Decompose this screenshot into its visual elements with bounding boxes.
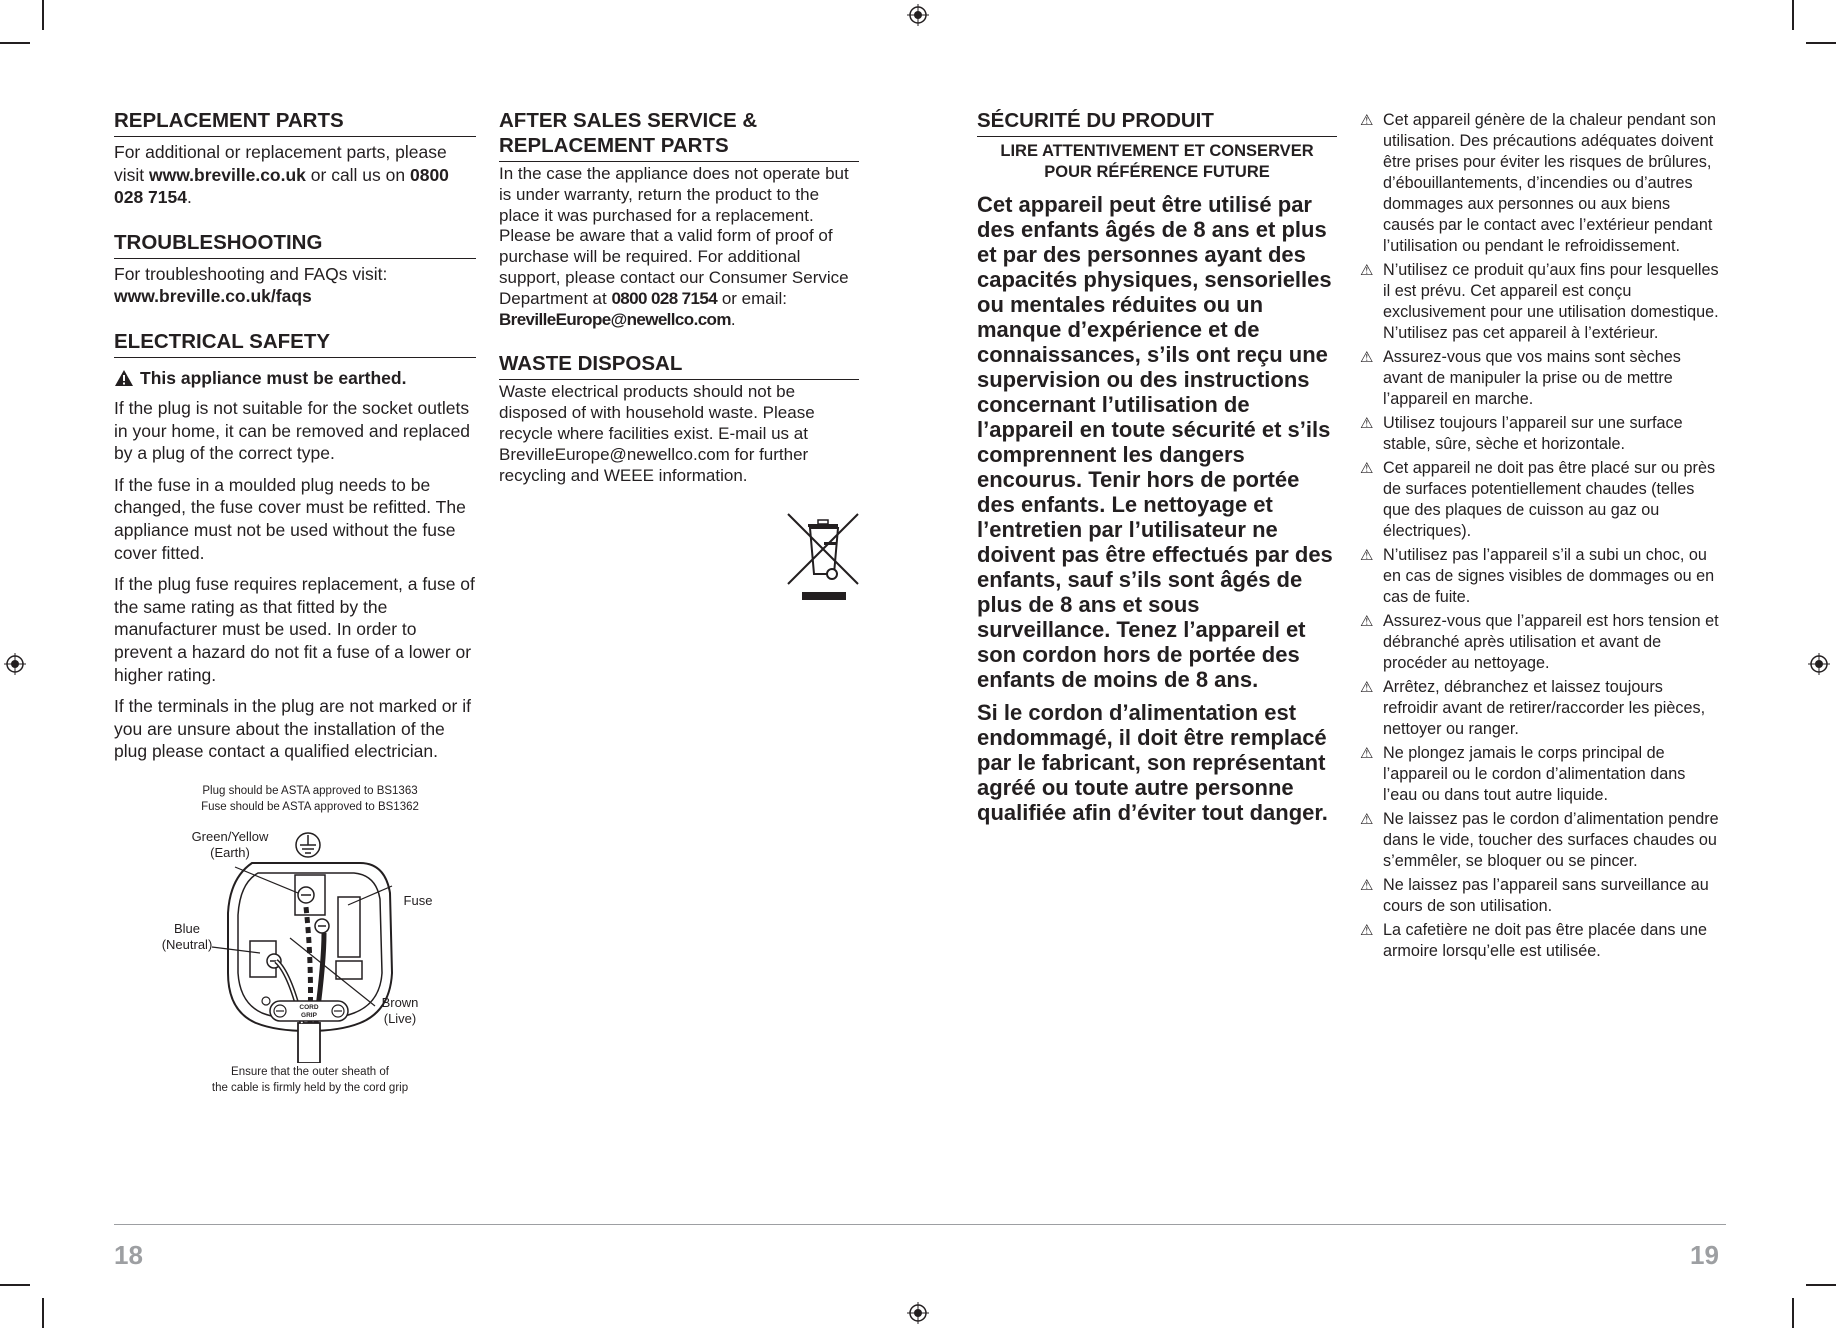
left-column — [114, 108, 476, 763]
list-item-text: La cafetière ne doit pas être placée dans une armoire lorsqu’elle est utilisée. — [1383, 921, 1707, 960]
body-text: or email: — [717, 288, 788, 308]
body-text: or call us on — [305, 164, 410, 185]
list-item-text: Ne laissez pas l’appareil sans surveillance au cours de son utilisation. — [1383, 876, 1709, 915]
crop-mark — [42, 0, 44, 30]
cord-warning: Si le cordon d’alimentation est endommagé, il doit être remplacé par le fabricant, son représentant agréé ou toute autre personne qualifiée afin d’éviter tout danger. — [977, 700, 1328, 825]
warning-triangle-icon — [114, 369, 134, 387]
website-link[interactable]: www.breville.co.uk — [149, 164, 306, 185]
fuse-label — [388, 893, 448, 909]
footer-rule — [114, 1224, 1726, 1225]
warning-triangle-icon: ⚠ — [1360, 811, 1374, 828]
caption-line: Plug should be ASTA approved to BS1363 — [202, 785, 418, 797]
section-heading: REPLACEMENT PARTS — [114, 108, 476, 137]
electrical-paragraph: If the terminals in the plug are not marked or if you are unsure about the installation of the plug please contact a qualified electrician. — [114, 696, 471, 762]
list-item-text: N’utilisez pas l’appareil s’il a subi un choc, ou en cas de signes visibles de dommages ou en cas de fuite. — [1383, 546, 1715, 606]
diagram-label-text: Blue — [173, 921, 201, 936]
waste-disposal-text: Waste electrical products should not be disposed of with household waste. Please recycle where facilities exist. E-mail us at BrevilleEurope@newellco.com for further recycling and WEEE information. — [499, 382, 815, 485]
registration-mark-icon — [4, 653, 26, 675]
crop-mark — [42, 1298, 44, 1328]
caption-line: Ensure that the outer sheath of — [231, 1066, 389, 1078]
list-item — [1360, 677, 1722, 740]
list-item — [1360, 809, 1722, 872]
list-item — [1360, 611, 1722, 674]
replacement-parts-text — [114, 141, 476, 209]
section-heading: AFTER SALES SERVICE & REPLACEMENT PARTS — [499, 108, 859, 162]
list-item — [1360, 920, 1722, 962]
diagram-label-text: Fuse — [403, 893, 433, 908]
children-warning: Cet appareil peut être utilisé par des enfants âgés de 8 ans et plus et par des personnes ayant des capacités physiques, sensorielles ou mentales réduites ou un manque d’expérience et de connaissances, s’ils ont reçu une supervision ou des instructions concernant l’utilisation de l’appareil en toute sécurité et s’ils comprennent les dangers encourus. Tenir hors de portée des enfants. Le nettoyage et l’entretien par l’utilisateur ne doivent pas être effectués par des enfants, sauf s’ils sont âgés de plus de 8 ans et sous surveillance. Tenez l’appareil et son cordon hors de portée des enfants de moins de 8 ans. — [977, 192, 1333, 692]
body-text: For additional or replacement parts, please visit — [114, 142, 447, 185]
electrical-paragraph: If the plug is not suitable for the socket outlets in your home, it can be removed and replaced by a plug of the correct type. — [114, 397, 471, 464]
section-heading: WASTE DISPOSAL — [499, 351, 859, 380]
registration-mark-icon — [907, 4, 929, 26]
warning-triangle-icon: ⚠ — [1360, 547, 1374, 564]
crop-mark — [1806, 1284, 1836, 1286]
diagram-caption-top — [140, 783, 480, 815]
email-link[interactable]: BrevilleEurope@newellco.com — [499, 309, 731, 329]
replacement-parts-section — [114, 108, 476, 209]
warning-triangle-icon: ⚠ — [1360, 922, 1374, 939]
body-text: In the case the appliance does not operate but is under warranty, return the product to the place it was purchased for a replacement. Please be aware that a valid form of proof of purchase will be required. For additional support, please contact our Consumer Service Department at — [499, 164, 849, 308]
cord-grip-label: GRIP — [301, 1012, 317, 1019]
diagram-label-text: (Earth) — [210, 845, 250, 860]
list-item-text: Arrêtez, débranchez et laissez toujours refroidir avant de retirer/raccorder les pièces, nettoyer ou ranger. — [1383, 678, 1706, 738]
french-left-column — [977, 108, 1337, 825]
section-heading: ELECTRICAL SAFETY — [114, 329, 476, 358]
list-item — [1360, 413, 1722, 455]
troubleshooting-section — [114, 230, 476, 308]
list-item — [1360, 743, 1722, 806]
earthed-warning-text: This appliance must be earthed. — [140, 367, 407, 388]
section-subheading: LIRE ATTENTIVEMENT ET CONSERVER POUR RÉFÉRENCE FUTURE — [1000, 142, 1314, 181]
after-sales-section — [499, 108, 859, 330]
after-sales-text — [499, 164, 859, 330]
list-item-text: Ne plongez jamais le corps principal de l’appareil ou le cordon d’alimentation dans l’eau ou dans tout autre liquide. — [1383, 744, 1686, 804]
diagram-label-text: (Neutral) — [161, 937, 213, 952]
earth-label — [185, 829, 275, 861]
list-item — [1360, 458, 1722, 542]
section-heading: TROUBLESHOOTING — [114, 230, 476, 259]
plug-wiring-diagram — [140, 783, 480, 1103]
warning-triangle-icon: ⚠ — [1360, 460, 1374, 477]
list-item-text: Ne laissez pas le cordon d’alimentation pendre dans le vide, toucher des surfaces chaudes ou s’emmêler, se bloquer ou se pincer. — [1383, 810, 1719, 870]
diagram-caption-bottom — [140, 1064, 480, 1096]
crop-mark — [1792, 0, 1794, 30]
list-item — [1360, 875, 1722, 917]
crop-mark — [1792, 1298, 1794, 1328]
phone-number: 0800 028 7154 — [611, 288, 718, 308]
caption-line: the cable is firmly held by the cord grip — [211, 1082, 409, 1094]
warning-triangle-icon: ⚠ — [1360, 262, 1374, 279]
cord-grip-label: CORD — [299, 1004, 319, 1011]
list-item — [1360, 347, 1722, 410]
faq-link[interactable]: www.breville.co.uk/faqs — [114, 286, 312, 307]
warning-triangle-icon: ⚠ — [1360, 877, 1374, 894]
diagram-label-text: Green/Yellow — [191, 829, 269, 844]
weee-bin-icon — [786, 512, 860, 602]
earthed-warning — [114, 368, 476, 389]
registration-mark-icon — [907, 1302, 929, 1324]
list-item — [1360, 545, 1722, 608]
electrical-paragraph: If the plug fuse requires replacement, a fuse of the same rating as that fitted by the manufacturer must be used. In order to prevent a hazard do not fit a fuse of a lower or higher rating. — [114, 574, 475, 685]
safety-list — [1360, 110, 1722, 962]
neutral-label — [152, 921, 222, 953]
middle-column — [499, 108, 859, 486]
list-item-text: Assurez-vous que vos mains sont sèches avant de manipuler la prise ou de mettre l’appareil en marche. — [1383, 348, 1681, 408]
page-number-right: 19 — [1690, 1240, 1719, 1270]
phone-number: 0800 028 7154 — [114, 164, 449, 208]
list-item — [1360, 110, 1722, 257]
list-item-text: Cet appareil génère de la chaleur pendant son utilisation. Des précautions adéquates doivent être prises pour éviter les risques de brûlures, d’ébouillantements, d’incendies ou d’autres dommages aux personnes ou aux biens causés par le contact avec l’extérieur pendant l’utilisation ou pendant le refroidissement. — [1383, 111, 1716, 255]
warning-triangle-icon: ⚠ — [1360, 415, 1374, 432]
warning-triangle-icon: ⚠ — [1360, 613, 1374, 630]
french-right-column — [1360, 110, 1722, 965]
body-text: . — [187, 187, 192, 208]
crop-mark — [1806, 42, 1836, 44]
electrical-paragraph: If the fuse in a moulded plug needs to be changed, the fuse cover must be refitted. The appliance must not be used without the fuse cover fitted. — [114, 474, 466, 563]
section-heading: SÉCURITÉ DU PRODUIT — [977, 108, 1337, 137]
troubleshooting-text: For troubleshooting and FAQs visit: — [114, 263, 388, 284]
warning-triangle-icon: ⚠ — [1360, 745, 1374, 762]
list-item-text: Assurez-vous que l’appareil est hors tension et débranché après utilisation et avant de procéder au nettoyage. — [1383, 612, 1719, 672]
live-label — [370, 995, 430, 1027]
warning-triangle-icon: ⚠ — [1360, 349, 1374, 366]
page-number-left: 18 — [114, 1240, 143, 1270]
body-text: . — [730, 309, 736, 329]
registration-mark-icon — [1808, 653, 1830, 675]
diagram-label-text: (Live) — [383, 1011, 417, 1026]
crop-mark — [0, 42, 30, 44]
list-item — [1360, 260, 1722, 344]
diagram-label-text: Brown — [381, 995, 419, 1010]
warning-triangle-icon: ⚠ — [1360, 112, 1374, 129]
warning-triangle-icon: ⚠ — [1360, 679, 1374, 696]
caption-line: Fuse should be ASTA approved to BS1362 — [201, 801, 419, 813]
waste-disposal-section — [499, 351, 859, 486]
list-item-text: Utilisez toujours l’appareil sur une surface stable, sûre, sèche et horizontale. — [1383, 414, 1683, 453]
list-item-text: Cet appareil ne doit pas être placé sur ou près de surfaces potentiellement chaudes (telles que des plaques de cuisson au gaz ou électriques). — [1383, 459, 1716, 540]
crop-mark — [0, 1284, 30, 1286]
electrical-safety-section — [114, 329, 476, 763]
list-item-text: N’utilisez ce produit qu’aux fins pour lesquelles il est prévu. Cet appareil est conçu exclusivement pour une utilisation domestique. N’utilisez pas cet appareil à l’extérieur. — [1383, 261, 1719, 342]
